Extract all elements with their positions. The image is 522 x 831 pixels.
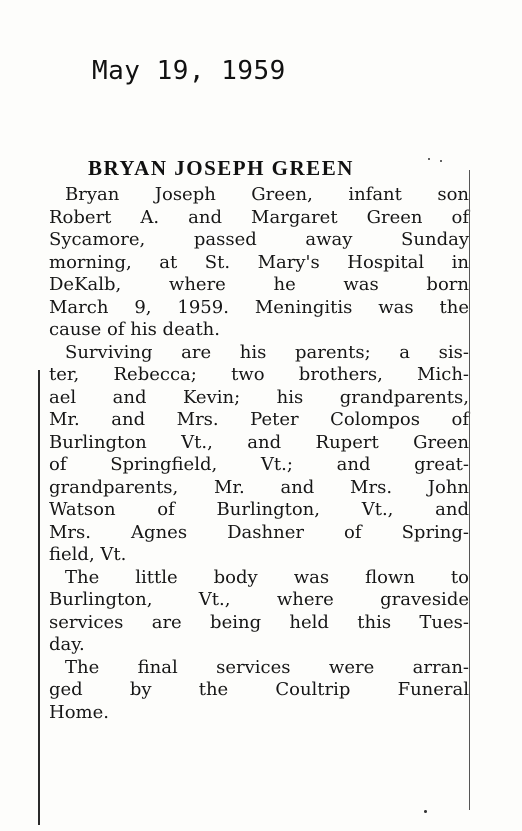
- text-line: Bryan Joseph Green, infant son: [65, 184, 469, 205]
- paragraph-4: [49, 657, 469, 725]
- text-line: DeKalb, where he was born: [49, 274, 469, 295]
- text-line: The final services were arran-: [65, 656, 469, 678]
- text-line: field, Vt.: [49, 544, 127, 565]
- right-column-rule: [469, 170, 470, 810]
- handwritten-date: May 19, 1959: [92, 56, 286, 86]
- text-line: Watson of Burlington, Vt., and: [49, 499, 469, 520]
- text-line: The little body was flown to: [65, 566, 469, 588]
- text-line: Sycamore, passed away Sunday: [49, 229, 469, 250]
- text-line: March 9, 1959. Meningitis was the: [49, 296, 469, 318]
- paragraph-2: [49, 342, 469, 567]
- text-line: ged by the Coultrip Funeral: [49, 679, 469, 700]
- text-line: services are being held this Tues-: [49, 611, 469, 633]
- text-line: Mr. and Mrs. Peter Colompos of: [49, 409, 469, 430]
- text-line: Burlington, Vt., where graveside: [49, 589, 469, 610]
- text-line: Robert A. and Margaret Green of: [49, 206, 469, 228]
- obituary-article: [49, 184, 469, 724]
- ink-speck: [440, 160, 442, 162]
- paragraph-1: [49, 184, 469, 342]
- ink-speck: [428, 158, 430, 160]
- text-line: day.: [49, 634, 85, 655]
- left-column-rule: [38, 370, 40, 825]
- text-line: of Springfield, Vt.; and great-: [49, 454, 469, 475]
- text-line: Mrs. Agnes Dashner of Spring-: [49, 521, 469, 543]
- text-line: ael and Kevin; his grandparents,: [49, 386, 469, 408]
- ink-speck: [424, 810, 427, 813]
- text-line: Home.: [49, 701, 109, 723]
- text-line: grandparents, Mr. and Mrs. John: [49, 476, 469, 498]
- text-line: morning, at St. Mary's Hospital in: [49, 251, 469, 273]
- text-line: Surviving are his parents; a sis-: [65, 341, 469, 363]
- obituary-headline: BRYAN JOSEPH GREEN: [88, 156, 354, 180]
- paragraph-3: [49, 567, 469, 657]
- text-line: cause of his death.: [49, 319, 220, 340]
- text-line: ter, Rebecca; two brothers, Mich-: [49, 364, 469, 385]
- text-line: Burlington Vt., and Rupert Green: [49, 431, 469, 453]
